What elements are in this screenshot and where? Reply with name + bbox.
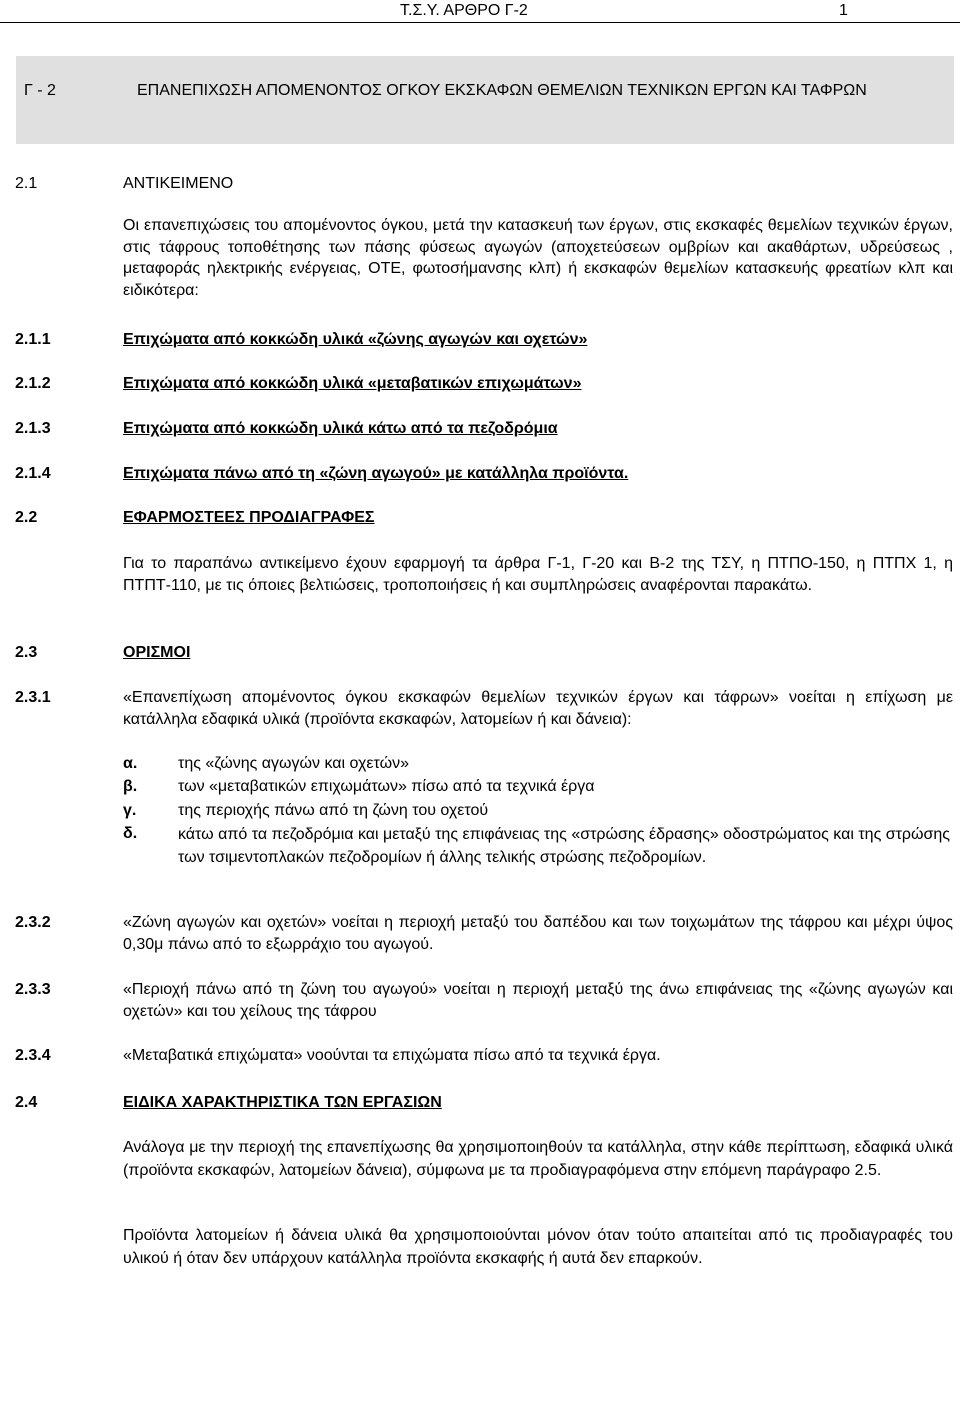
section-number: 2.4 [15,1094,38,1111]
list-marker: γ. [123,802,137,819]
item-number: 2.1.1 [15,331,51,348]
item-title: Επιχώματα από κοκκώδη υλικά κάτω από τα πεζοδρόμια [123,420,558,437]
item-title: Επιχώματα από κοκκώδη υλικά «ζώνης αγωγών και οχετών» [123,331,588,348]
item-number: 2.1.4 [15,465,51,482]
characteristics-paragraph: Προϊόντα λατομείων ή δάνεια υλικά θα χρησιμοποιούνται μόνον όταν τούτο απαιτείται από τις προδιαγραφές του υλικού ή όταν δεν υπάρχουν κατάλληλα προϊόντα εκσκαφής ή αυτά δεν επαρκούν. [123,1227,953,1267]
header-divider [0,22,960,23]
section-title-definitions: ΟΡΙΣΜΟΙ [123,644,191,661]
definition-text: «Επανεπίχωση απομένοντος όγκου εκσκαφών θεμελίων τεχνικών έργων και τάφρων» νοείται η επίχωση με κατάλληλα εδαφικά υλικά (προϊόντα εκσκαφών, λατομείων ή και δάνεια): [123,689,953,728]
header-title: Τ.Σ.Υ. ΑΡΘΡΟ Γ-2 [400,2,528,19]
item-title: Επιχώματα από κοκκώδη υλικά «μεταβατικών επιχωμάτων» [123,375,582,392]
list-item: των «μεταβατικών επιχωμάτων» πίσω από τα τεχνικά έργα [178,778,595,795]
list-marker: β. [123,778,138,795]
section-number: 2.3 [15,644,38,661]
list-marker: δ. [123,825,138,842]
characteristics-paragraph: Ανάλογα με την περιοχή της επανεπίχωσης θα χρησιμοποιηθούν τα κατάλληλα, στην κάθε περίπτωση, εδαφικά υλικά (προϊόντα εκσκαφών, λατομείων δάνεια), σύμφωνα με τα προδιαγραφόμενα στην επόμενη παράγραφο 2.5. [123,1139,953,1179]
section-title-subject: ΑΝΤΙΚΕΙΜΕΝΟ [123,175,234,192]
page-number: 1 [839,2,848,19]
document-number: Γ - 2 [24,82,56,99]
item-title: Επιχώματα πάνω από τη «ζώνη αγωγού» με κατάλληλα προϊόντα. [123,465,629,482]
section-number: 2.2 [15,509,38,526]
definition-text: «Ζώνη αγωγών και οχετών» νοείται η περιοχή μεταξύ του δαπέδου και των τοιχωμάτων της τάφρου και μέχρι ύψος 0,30μ πάνω από το εξωρράχιο του αγωγού. [123,914,953,953]
page-header [0,0,960,24]
definition-number: 2.3.1 [15,689,51,706]
document-title: ΕΠΑΝΕΠΙΧΩΣΗ ΑΠΟΜΕΝΟΝΤΟΣ ΟΓΚΟΥ ΕΚΣΚΑΦΩΝ ΘΕΜΕΛΙΩΝ ΤΕΧΝΙΚΩΝ ΕΡΓΩΝ ΚΑΙ ΤΑΦΡΩΝ [137,82,867,99]
definition-number: 2.3.4 [15,1047,51,1064]
section-title-special-characteristics: ΕΙΔΙΚΑ ΧΑΡΑΚΤΗΡΙΣΤΙΚΑ ΤΩΝ ΕΡΓΑΣΙΩΝ [123,1094,442,1111]
item-number: 2.1.2 [15,375,51,392]
definition-text: «Περιοχή πάνω από τη ζώνη του αγωγού» νοείται η περιοχή μεταξύ της άνω επιφάνειας της «ζώνης αγωγών και οχετών» και του χείλους της τάφρου [123,981,953,1020]
list-item: της «ζώνης αγωγών και οχετών» [178,755,410,772]
definition-number: 2.3.2 [15,914,51,931]
item-number: 2.1.3 [15,420,51,437]
definition-number: 2.3.3 [15,981,51,998]
section-number: 2.1 [15,175,38,192]
section-title-specs: ΕΦΑΡΜΟΣΤΕΕΣ ΠΡΟΔΙΑΓΡΑΦΕΣ [123,509,375,526]
list-item: της περιοχής πάνω από τη ζώνη του οχετού [178,802,489,819]
list-item: κάτω από τα πεζοδρόμια και μεταξύ της επιφάνειας της «στρώσης έδρασης» οδοστρώματος και της στρώσης των τσιμεντοπλακών πεζοδρομίων ή άλλης τελικής στρώσης πεζοδρομίων. [178,826,950,866]
definition-text: «Μεταβατικά επιχώματα» νοούνται τα επιχώματα πίσω από τα τεχνικά έργα. [123,1047,661,1064]
list-marker: α. [123,755,138,772]
subject-paragraph: Οι επανεπιχώσεις του απομένοντος όγκου, μετά την κατασκευή των έργων, στις εκσκαφές θεμελίων τεχνικών έργων, στις τάφρους τοποθέτησης των πάσης φύσεως αγωγών (αποχετεύσεων ομβρίων και ακαθάρτων, υδρεύσεως , μεταφοράς ηλεκτρικής ενέργειας, ΟΤΕ, φωτοσήμανσης κλπ) ή εκσκαφών θεμελίων κατασκευής φρεατίων κλπ και ειδικότερα: [123,217,953,299]
specs-paragraph: Για το παραπάνω αντικείμενο έχουν εφαρμογή τα άρθρα Γ-1, Γ-20 και Β-2 της ΤΣΥ, η ΠΤΠΟ-150, η ΠΤΠΧ 1, η ΠΤΠΤ-110, με τις όποιες βελτιώσεις, τροποποιήσεις ή και συμπληρώσεις αναφέρονται παρακάτω. [123,555,953,594]
